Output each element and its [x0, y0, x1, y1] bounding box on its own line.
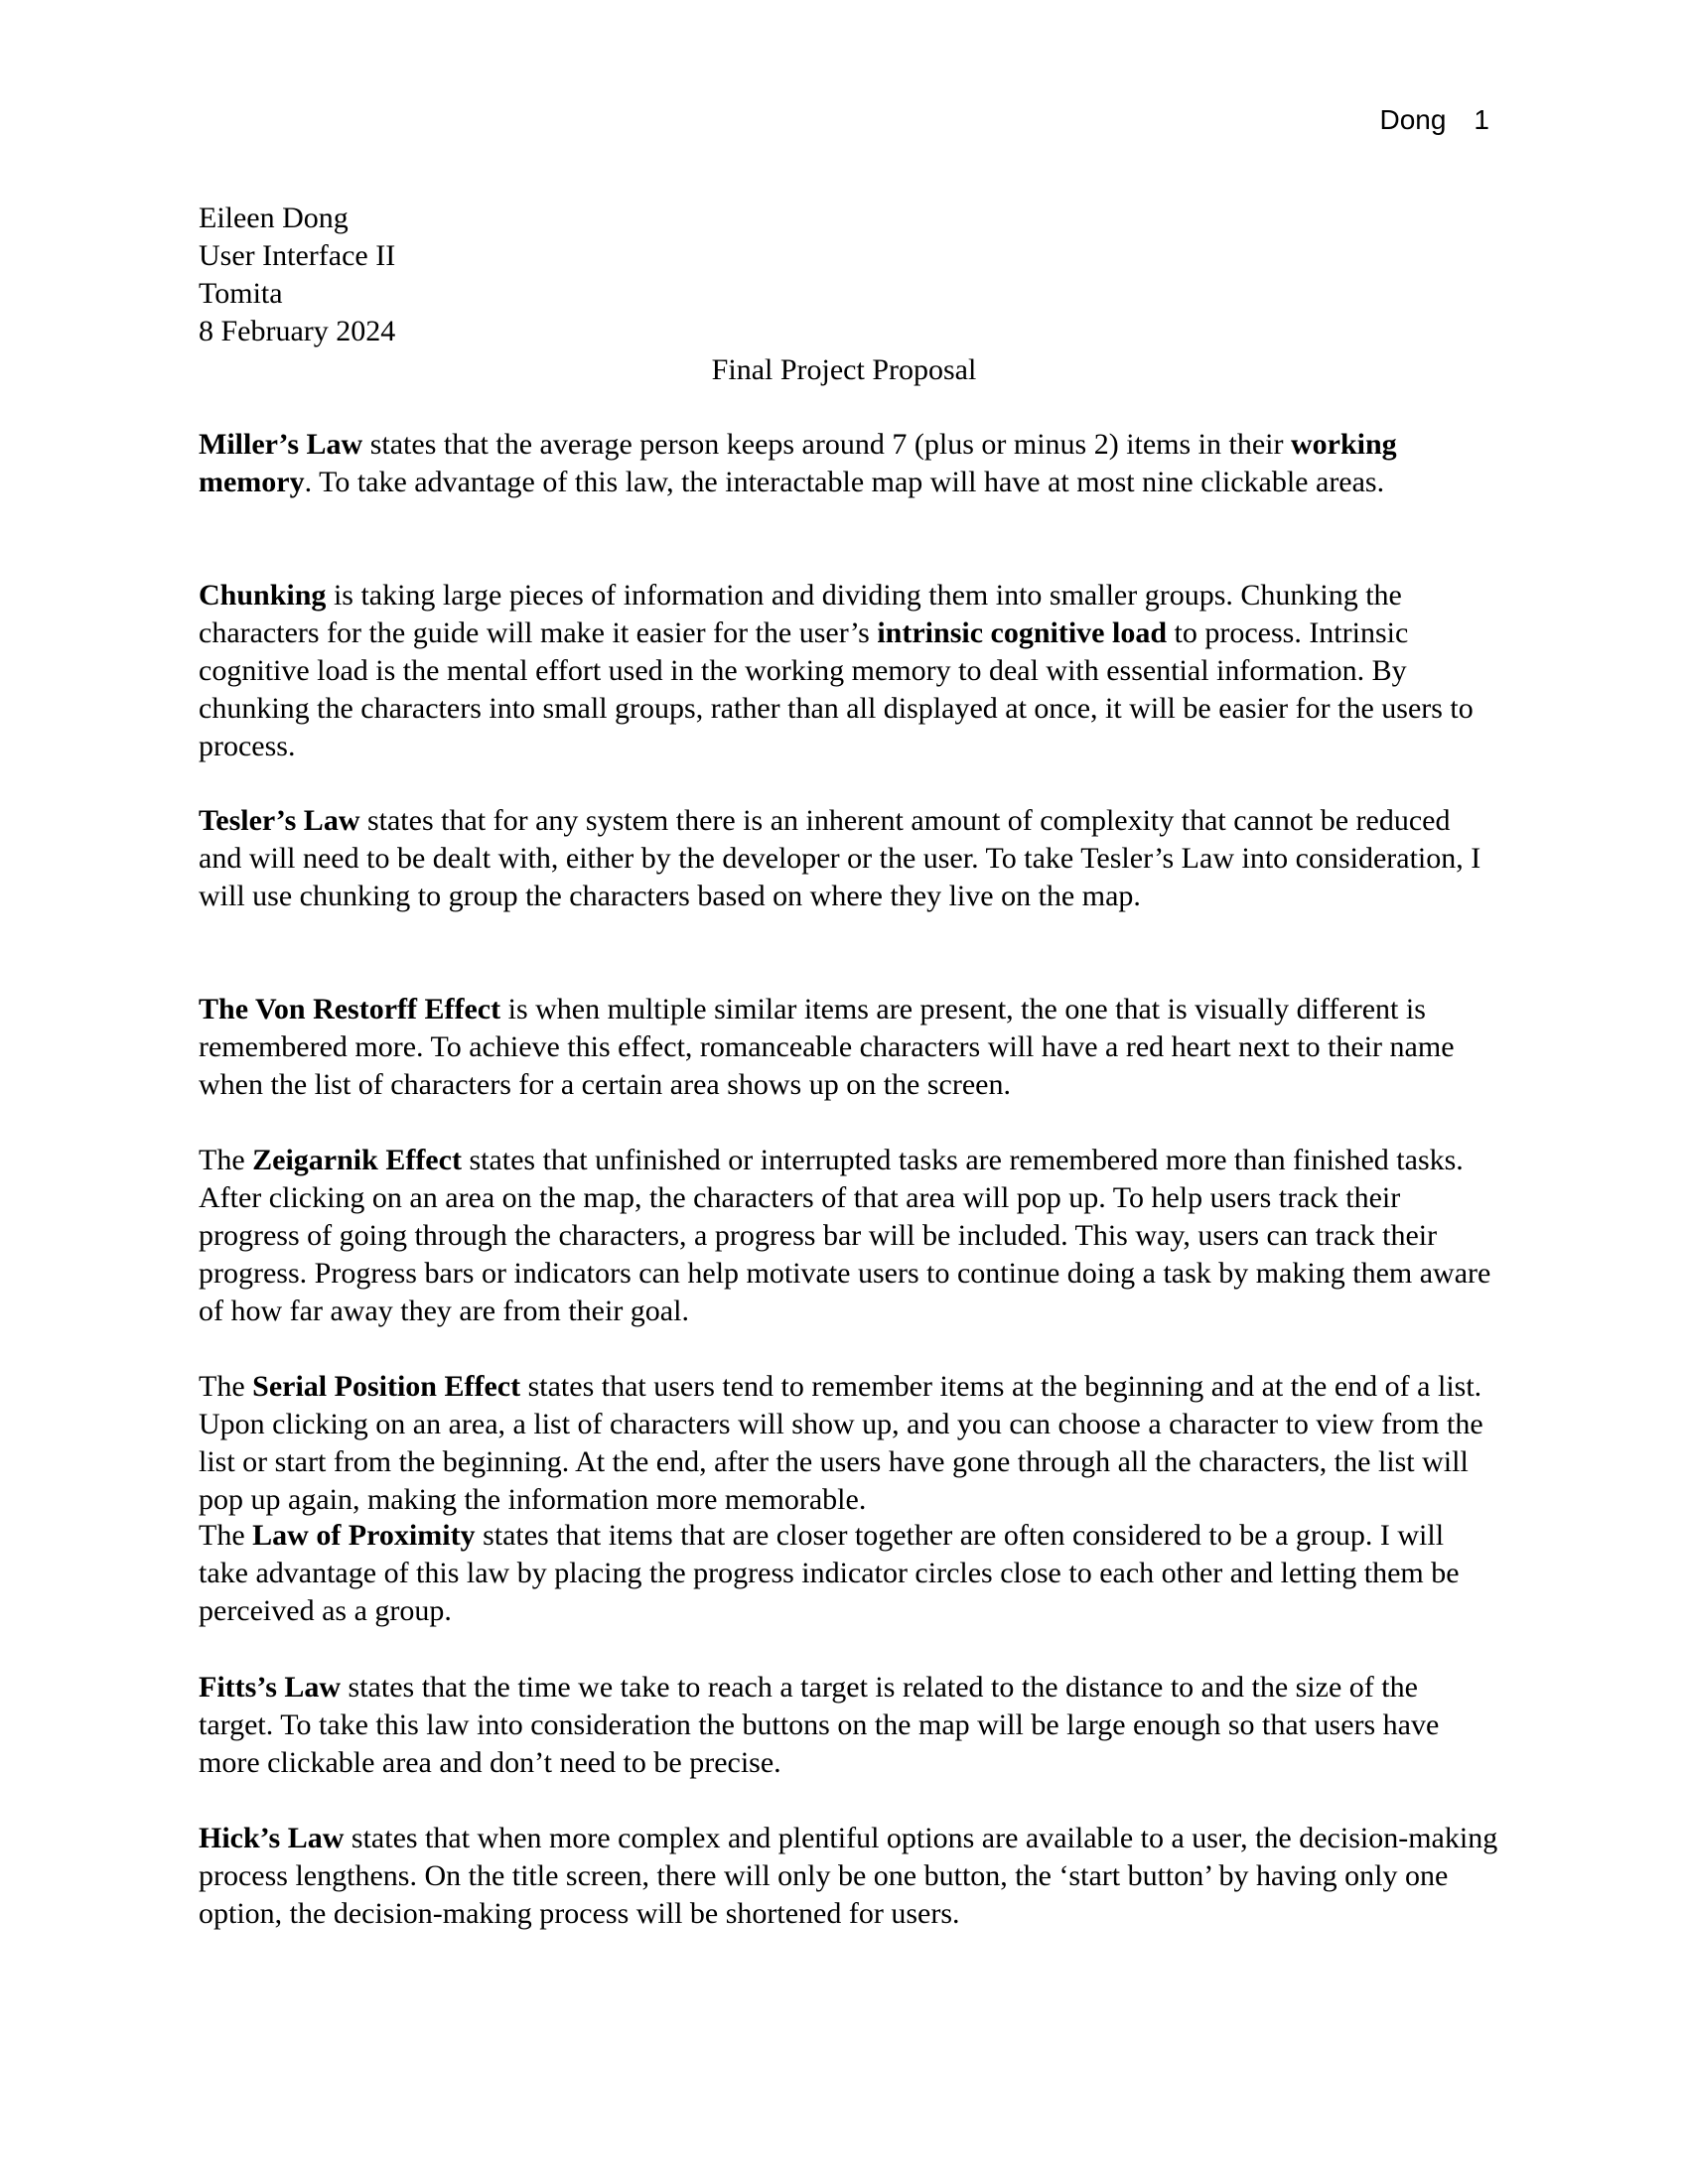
paragraph-serial-position-effect	[199, 1368, 1499, 1519]
paragraph-body: states that for any system there is an inherent amount of complexity that cannot be reduced and will need to be dealt with, either by the developer or the user. To take Tesler’s Law into consideration, I will use chunking to group the characters based on where they live on the map.	[199, 804, 1481, 912]
paragraph-term: Zeigarnik Effect	[252, 1144, 462, 1176]
paragraph-zeigarnik-effect	[199, 1142, 1499, 1330]
header-surname: Dong	[1379, 104, 1447, 135]
paragraph-body: states that users tend to remember items at the beginning and at the end of a list. Upon clicking on an area, a list of characters will show up, and you can choose a character to view from the list or start from the beginning. At the end, after the users have gone through all the characters, the list will pop up again, making the information more memorable.	[199, 1370, 1483, 1516]
paragraph-body: states that the time we take to reach a target is related to the distance to and the size of the target. To take this law into consideration the buttons on the map will be large enough so that users have more clickable area and don’t need to be precise.	[199, 1671, 1440, 1779]
paragraph-term: Hick’s Law	[199, 1822, 345, 1854]
paragraph-prefix: The	[199, 1519, 253, 1552]
paragraph-term: Tesler’s Law	[199, 804, 360, 837]
paragraph-term-secondary: intrinsic cognitive load	[877, 616, 1168, 649]
paragraph-millers-law	[199, 426, 1499, 501]
course-name: User Interface II	[199, 239, 396, 272]
paragraph-body: is taking large pieces of information and dividing them into smaller groups. Chunking the characters for the guide will make it easier for the user’s	[199, 579, 1402, 649]
paragraph-body: states that when more complex and plentiful options are available to a user, the decision-making process lengthens. On the title screen, there will only be one button, the ‘start button’ by having only one option, the decision-making process will be shortened for users.	[199, 1822, 1498, 1930]
paragraph-term: Chunking	[199, 579, 327, 612]
paragraph-body: is when multiple similar items are present, the one that is visually different is remembered more. To achieve this effect, romanceable characters will have a red heart next to their name when the list of characters for a certain area shows up on the screen.	[199, 993, 1455, 1101]
paragraph-von-restorff-effect	[199, 991, 1499, 1104]
paragraph-term: Miller’s Law	[199, 428, 363, 461]
running-header	[1379, 101, 1489, 139]
paragraph-body: states that items that are closer together are often considered to be a group. I will take advantage of this law by placing the progress indicator circles close to each other and letting them be perceived as a group.	[199, 1519, 1460, 1627]
paragraph-law-of-proximity	[199, 1517, 1499, 1630]
paragraph-hicks-law	[199, 1820, 1499, 1933]
paragraph-prefix: The	[199, 1144, 253, 1176]
paragraph-body-end: . To take advantage of this law, the interactable map will have at most nine clickable areas.	[304, 466, 1385, 498]
paragraph-term: The Von Restorff Effect	[199, 993, 501, 1025]
paragraph-term-secondary: working memory	[199, 428, 1397, 498]
author-name: Eileen Dong	[199, 202, 349, 234]
document-date: 8 February 2024	[199, 315, 396, 347]
paragraph-body: states that unfinished or interrupted tasks are remembered more than finished tasks. After clicking on an area on the map, the characters of that area will pop up. To help users track their progress of going through the characters, a progress bar will be included. This way, users can track their progress. Progress bars or indicators can help motivate users to continue doing a task by making them aware of how far away they are from their goal.	[199, 1144, 1491, 1327]
instructor-name: Tomita	[199, 277, 283, 310]
paragraph-prefix: The	[199, 1370, 253, 1403]
paragraph-term: Law of Proximity	[252, 1519, 476, 1552]
paragraph-term: Serial Position Effect	[252, 1370, 521, 1403]
paragraph-teslers-law	[199, 802, 1499, 915]
paragraph-chunking	[199, 577, 1499, 765]
paragraph-body-end: to process. Intrinsic cognitive load is the mental effort used in the working memory to deal with essential information. By chunking the characters into small groups, rather than all displayed at once, it will be easier for the users to process.	[199, 616, 1474, 762]
paragraph-term: Fitts’s Law	[199, 1671, 342, 1704]
paragraph-body: states that the average person keeps around 7 (plus or minus 2) items in their	[362, 428, 1291, 461]
document-title: Final Project Proposal	[711, 353, 977, 386]
paragraph-fitts-law	[199, 1669, 1499, 1782]
mla-heading	[199, 200, 395, 350]
page-number: 1	[1474, 104, 1489, 135]
